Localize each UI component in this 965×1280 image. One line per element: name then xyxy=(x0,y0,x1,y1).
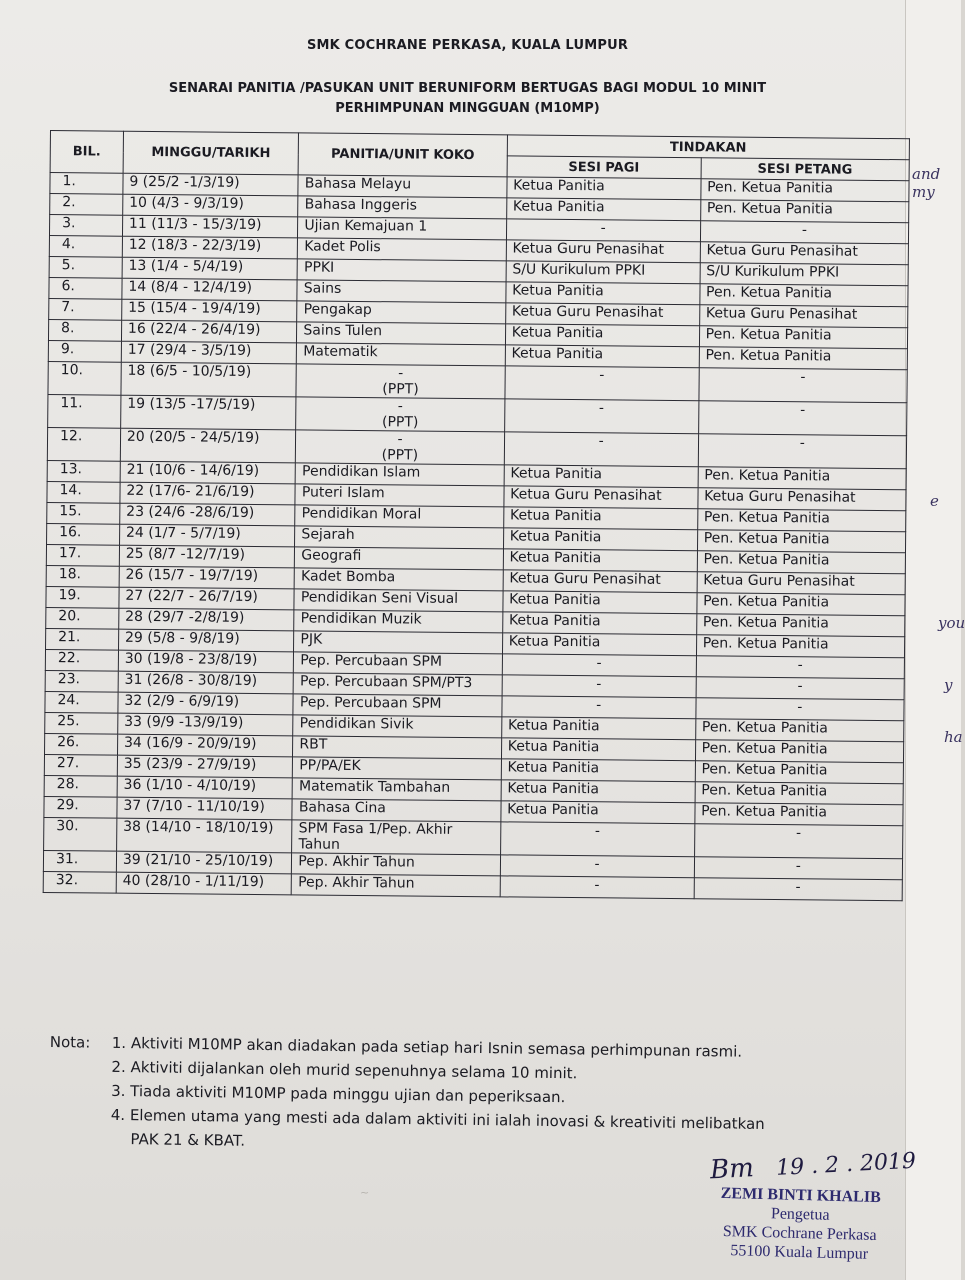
cell-sesi-pagi: Ketua Guru Penasihat xyxy=(506,240,700,263)
cell-bil: 3. xyxy=(49,215,122,237)
notes-section xyxy=(48,1030,870,1161)
edge-text-fragment: you xyxy=(938,614,965,632)
cell-unit: Pendidikan Sivik xyxy=(293,715,502,738)
cell-unit: PPKI xyxy=(297,259,506,282)
cell-sesi-petang: - xyxy=(696,656,905,679)
cell-sesi-pagi: Ketua Panitia xyxy=(502,633,696,656)
cell-week: 20 (20/5 - 24/5/19) xyxy=(120,428,296,463)
cell-bil: 18. xyxy=(46,565,119,587)
cell-sesi-pagi: - xyxy=(500,855,694,878)
cell-sesi-petang: Pen. Ketua Panitia xyxy=(700,179,909,202)
cell-bil: 31. xyxy=(43,850,116,872)
cell-bil: 13. xyxy=(47,460,120,482)
cell-unit: Pendidikan Muzik xyxy=(294,610,503,633)
cell-sesi-petang: Pen. Ketua Panitia xyxy=(695,719,904,742)
cell-unit xyxy=(296,364,505,399)
cell-unit-dash: - xyxy=(397,398,403,415)
cell-sesi-pagi: - xyxy=(505,366,699,401)
cell-sesi-pagi: Ketua Guru Penasihat xyxy=(505,303,699,326)
note-item: 1. Aktiviti M10MP akan diadakan pada setiap hari Isnin semasa perhimpunan rasmi. xyxy=(111,1033,743,1061)
cell-week: 15 (15/4 - 19/4/19) xyxy=(122,299,298,322)
cell-week: 23 (24/6 -28/6/19) xyxy=(120,503,296,526)
cell-sesi-pagi: - xyxy=(500,822,694,857)
cell-sesi-pagi: Ketua Panitia xyxy=(503,507,697,530)
cell-bil: 11. xyxy=(48,394,121,428)
stamp-name: ZEMI BINTI KHALIB xyxy=(720,1184,881,1207)
cell-sesi-petang: - xyxy=(698,401,907,436)
cell-sesi-pagi: - xyxy=(504,432,698,467)
stamp-title: Pengetua xyxy=(770,1205,830,1224)
cell-unit: Bahasa Cina xyxy=(292,799,501,822)
cell-week: 11 (11/3 - 15/3/19) xyxy=(122,215,298,238)
cell-unit-label: (PPT) xyxy=(382,381,419,398)
cell-sesi-pagi: - xyxy=(500,876,694,899)
official-stamp xyxy=(699,1183,901,1264)
cell-sesi-petang: Ketua Guru Penasihat xyxy=(700,242,909,265)
cell-bil: 9. xyxy=(48,340,121,362)
cell-week: 30 (19/8 - 23/8/19) xyxy=(118,650,294,673)
cell-bil: 32. xyxy=(43,871,116,893)
cell-sesi-pagi: Ketua Panitia xyxy=(505,324,699,347)
cell-unit-dash: - xyxy=(397,431,403,448)
note-item: 2. Aktiviti dijalankan oleh murid sepenuhnya selama 10 minit. xyxy=(111,1057,578,1083)
note-item-continuation: PAK 21 & KBAT. xyxy=(130,1130,246,1150)
cell-sesi-pagi: Ketua Panitia xyxy=(503,591,697,614)
cell-bil: 14. xyxy=(47,481,120,503)
cell-sesi-pagi: Ketua Panitia xyxy=(501,759,695,782)
cell-bil: 10. xyxy=(48,361,121,395)
cell-bil: 1. xyxy=(50,173,123,195)
cell-bil: 7. xyxy=(49,298,122,320)
cell-unit: Pengakap xyxy=(297,301,506,324)
edge-text-fragment: and my xyxy=(912,165,941,201)
cell-sesi-pagi: - xyxy=(506,219,700,242)
document-title-line1: SENARAI PANITIA /PASUKAN UNIT BERUNIFORM BERTUGAS BAGI MODUL 10 MINIT xyxy=(168,81,767,96)
cell-week: 29 (5/8 - 9/8/19) xyxy=(118,629,294,652)
school-title: SMK COCHRANE PERKASA, KUALA LUMPUR xyxy=(306,38,629,53)
cell-week: 17 (29/4 - 3/5/19) xyxy=(121,341,297,364)
cell-bil: 5. xyxy=(49,256,122,278)
cell-unit-label: (PPT) xyxy=(381,414,419,431)
cell-bil: 23. xyxy=(45,670,118,692)
cell-unit: PP/PA/EK xyxy=(293,757,502,780)
cell-week: 13 (1/4 - 5/4/19) xyxy=(122,257,298,280)
cell-unit: RBT xyxy=(293,736,502,759)
cell-sesi-pagi: Ketua Panitia xyxy=(504,465,698,488)
cell-sesi-petang: Pen. Ketua Panitia xyxy=(696,614,905,637)
cell-unit xyxy=(296,397,505,432)
cell-sesi-petang: - xyxy=(694,824,903,859)
cell-sesi-pagi: Ketua Panitia xyxy=(506,198,700,221)
stamp-address: 55100 Kuala Lumpur xyxy=(730,1242,869,1263)
cell-sesi-pagi: - xyxy=(504,399,698,434)
cell-week: 21 (10/6 - 14/6/19) xyxy=(120,461,296,484)
cell-sesi-petang: Pen. Ketua Panitia xyxy=(697,509,906,532)
cell-sesi-petang: Pen. Ketua Panitia xyxy=(697,593,906,616)
header-sesi-pagi: SESI PAGI xyxy=(507,156,701,179)
cell-sesi-petang: - xyxy=(696,698,905,721)
cell-unit: PJK xyxy=(294,631,503,654)
cell-unit: Pep. Akhir Tahun xyxy=(292,853,501,876)
cell-sesi-pagi: Ketua Panitia xyxy=(503,528,697,551)
cell-bil: 6. xyxy=(49,277,122,299)
cell-week: 34 (16/9 - 20/9/19) xyxy=(117,734,293,757)
cell-bil: 28. xyxy=(44,775,117,797)
cell-sesi-petang: - xyxy=(696,677,905,700)
cell-unit: Kadet Bomba xyxy=(294,568,503,591)
document-title xyxy=(0,79,935,119)
cell-bil: 8. xyxy=(48,319,121,341)
cell-sesi-petang: Ketua Guru Penasihat xyxy=(699,305,908,328)
cell-unit: Matematik xyxy=(297,343,506,366)
header-bil: BIL. xyxy=(50,131,123,174)
cell-unit: Pep. Akhir Tahun xyxy=(292,874,501,897)
duty-schedule-table xyxy=(43,130,910,901)
cell-week: 22 (17/6- 21/6/19) xyxy=(120,482,296,505)
cell-unit xyxy=(296,430,505,465)
cell-bil: 24. xyxy=(45,691,118,713)
cell-sesi-petang: Pen. Ketua Panitia xyxy=(699,326,908,349)
cell-sesi-pagi: Ketua Panitia xyxy=(501,738,695,761)
cell-sesi-pagi: Ketua Guru Penasihat xyxy=(504,486,698,509)
cell-week: 12 (18/3 - 22/3/19) xyxy=(122,236,298,259)
cell-week: 26 (15/7 - 19/7/19) xyxy=(119,566,295,589)
cell-week: 37 (7/10 - 11/10/19) xyxy=(117,797,293,820)
cell-sesi-pagi: Ketua Panitia xyxy=(501,801,695,824)
cell-sesi-pagi: Ketua Panitia xyxy=(503,549,697,572)
cell-week: 32 (2/9 - 6/9/19) xyxy=(118,692,294,715)
cell-sesi-petang: Ketua Guru Penasihat xyxy=(698,488,907,511)
signature-date: 19 . 2 . 2019 xyxy=(775,1148,917,1181)
cell-sesi-pagi: S/U Kurikulum PPKI xyxy=(506,261,700,284)
cell-week: 36 (1/10 - 4/10/19) xyxy=(117,776,293,799)
cell-unit: Sains Tulen xyxy=(297,322,506,345)
cell-bil: 12. xyxy=(47,427,120,461)
cell-bil: 26. xyxy=(45,733,118,755)
header-unit: PANITIA/UNIT KOKO xyxy=(298,133,507,177)
cell-sesi-pagi: Ketua Panitia xyxy=(505,345,699,368)
cell-week: 24 (1/7 - 5/7/19) xyxy=(119,524,295,547)
cell-week: 33 (9/9 -13/9/19) xyxy=(118,713,294,736)
note-item: 4. Elemen utama yang mesti ada dalam aktiviti ini ialah inovasi & kreativiti melibatkan xyxy=(110,1105,765,1133)
cell-unit: Pendidikan Seni Visual xyxy=(294,589,503,612)
cell-week: 14 (8/4 - 12/4/19) xyxy=(122,278,298,301)
cell-week: 38 (14/10 - 18/10/19) xyxy=(116,818,292,853)
stamp-school: SMK Cochrane Perkasa xyxy=(722,1222,877,1245)
cell-week: 16 (22/4 - 26/4/19) xyxy=(121,320,297,343)
cell-bil: 17. xyxy=(46,544,119,566)
cell-unit: Ujian Kemajuan 1 xyxy=(298,217,507,240)
cell-sesi-petang: - xyxy=(699,368,908,403)
cell-week: 27 (22/7 - 26/7/19) xyxy=(119,587,295,610)
cell-sesi-petang: Pen. Ketua Panitia xyxy=(696,635,905,658)
cell-sesi-petang: - xyxy=(694,878,903,901)
cell-bil: 4. xyxy=(49,235,122,257)
cell-bil: 15. xyxy=(47,502,120,524)
cell-week: 39 (21/10 - 25/10/19) xyxy=(116,851,292,874)
cell-sesi-petang: Pen. Ketua Panitia xyxy=(695,761,904,784)
notes-label: Nota: xyxy=(49,1032,91,1052)
header-tindakan: TINDAKAN xyxy=(507,135,910,160)
document-title-line2: PERHIMPUNAN MINGGUAN (M10MP) xyxy=(335,101,600,116)
cell-week: 10 (4/3 - 9/3/19) xyxy=(123,194,299,217)
edge-text-fragment: y xyxy=(944,676,953,694)
cell-sesi-pagi: Ketua Panitia xyxy=(502,612,696,635)
cell-unit: Bahasa Melayu xyxy=(298,175,507,198)
cell-sesi-pagi: Ketua Panitia xyxy=(507,177,701,200)
cell-sesi-petang: Pen. Ketua Panitia xyxy=(697,551,906,574)
cell-bil: 20. xyxy=(46,607,119,629)
cell-week: 25 (8/7 -12/7/19) xyxy=(119,545,295,568)
cell-sesi-pagi: - xyxy=(502,696,696,719)
cell-bil: 2. xyxy=(50,194,123,216)
cell-sesi-petang: - xyxy=(700,221,909,244)
cell-sesi-petang: S/U Kurikulum PPKI xyxy=(700,263,909,286)
cell-sesi-petang: Pen. Ketua Panitia xyxy=(694,803,903,826)
cell-sesi-petang: Pen. Ketua Panitia xyxy=(695,740,904,763)
cell-week: 18 (6/5 - 10/5/19) xyxy=(121,362,297,397)
cell-unit: Pendidikan Islam xyxy=(295,463,504,486)
cell-sesi-petang: Ketua Guru Penasihat xyxy=(697,572,906,595)
cell-sesi-pagi: - xyxy=(502,654,696,677)
cell-bil: 22. xyxy=(45,649,118,671)
cell-sesi-petang: Pen. Ketua Panitia xyxy=(697,530,906,553)
cell-sesi-pagi: Ketua Panitia xyxy=(501,717,695,740)
cell-week: 35 (23/9 - 27/9/19) xyxy=(117,755,293,778)
cell-unit-dash: - xyxy=(398,365,404,382)
cell-unit: Sains xyxy=(297,280,506,303)
cell-week: 31 (26/8 - 30/8/19) xyxy=(118,671,294,694)
cell-sesi-petang: Pen. Ketua Panitia xyxy=(699,284,908,307)
cell-unit: Kadet Polis xyxy=(298,238,507,261)
cell-sesi-petang: Pen. Ketua Panitia xyxy=(700,200,909,223)
cell-sesi-petang: - xyxy=(694,857,903,880)
cell-sesi-pagi: Ketua Panitia xyxy=(501,780,695,803)
cell-unit: Pep. Percubaan SPM xyxy=(294,652,503,675)
cell-sesi-petang: Pen. Ketua Panitia xyxy=(699,347,908,370)
header-sesi-petang: SESI PETANG xyxy=(701,158,910,181)
table-body xyxy=(43,173,909,901)
cell-unit: Matematik Tambahan xyxy=(292,778,501,801)
faint-mark: ~ xyxy=(360,1186,370,1199)
signature-scrawl: Bm xyxy=(709,1153,755,1186)
cell-bil: 29. xyxy=(44,796,117,818)
cell-unit: Puteri Islam xyxy=(295,484,504,507)
cell-bil: 21. xyxy=(46,628,119,650)
cell-bil: 25. xyxy=(45,712,118,734)
cell-unit: Sejarah xyxy=(295,526,504,549)
cell-sesi-pagi: Ketua Panitia xyxy=(506,282,700,305)
cell-unit: Bahasa Inggeris xyxy=(298,196,507,219)
cell-bil: 16. xyxy=(47,523,120,545)
cell-unit: Pep. Percubaan SPM/PT3 xyxy=(293,673,502,696)
header-week: MINGGU/TARIKH xyxy=(123,131,299,175)
cell-bil: 27. xyxy=(44,754,117,776)
cell-sesi-petang: - xyxy=(698,434,907,469)
cell-week: 9 (25/2 -1/3/19) xyxy=(123,173,299,196)
cell-sesi-pagi: - xyxy=(502,675,696,698)
cell-unit: Geografi xyxy=(295,547,504,570)
note-item: 3. Tiada aktiviti M10MP pada minggu ujian dan peperiksaan. xyxy=(111,1081,566,1107)
cell-sesi-petang: Pen. Ketua Panitia xyxy=(695,782,904,805)
cell-unit: Pendidikan Moral xyxy=(295,505,504,528)
cell-unit: SPM Fasa 1/Pep. Akhir Tahun xyxy=(292,820,501,855)
cell-unit: Pep. Percubaan SPM xyxy=(293,694,502,717)
cell-unit-label: (PPT) xyxy=(381,447,419,464)
edge-text-fragment: ha xyxy=(944,728,963,746)
cell-week: 40 (28/10 - 1/11/19) xyxy=(116,872,292,895)
cell-bil: 30. xyxy=(44,817,117,851)
edge-text-fragment: e xyxy=(930,492,939,510)
cell-sesi-petang: Pen. Ketua Panitia xyxy=(698,467,907,490)
cell-bil: 19. xyxy=(46,586,119,608)
cell-week: 28 (29/7 -2/8/19) xyxy=(119,608,295,631)
cell-week: 19 (13/5 -17/5/19) xyxy=(121,395,297,430)
cell-sesi-pagi: Ketua Guru Penasihat xyxy=(503,570,697,593)
